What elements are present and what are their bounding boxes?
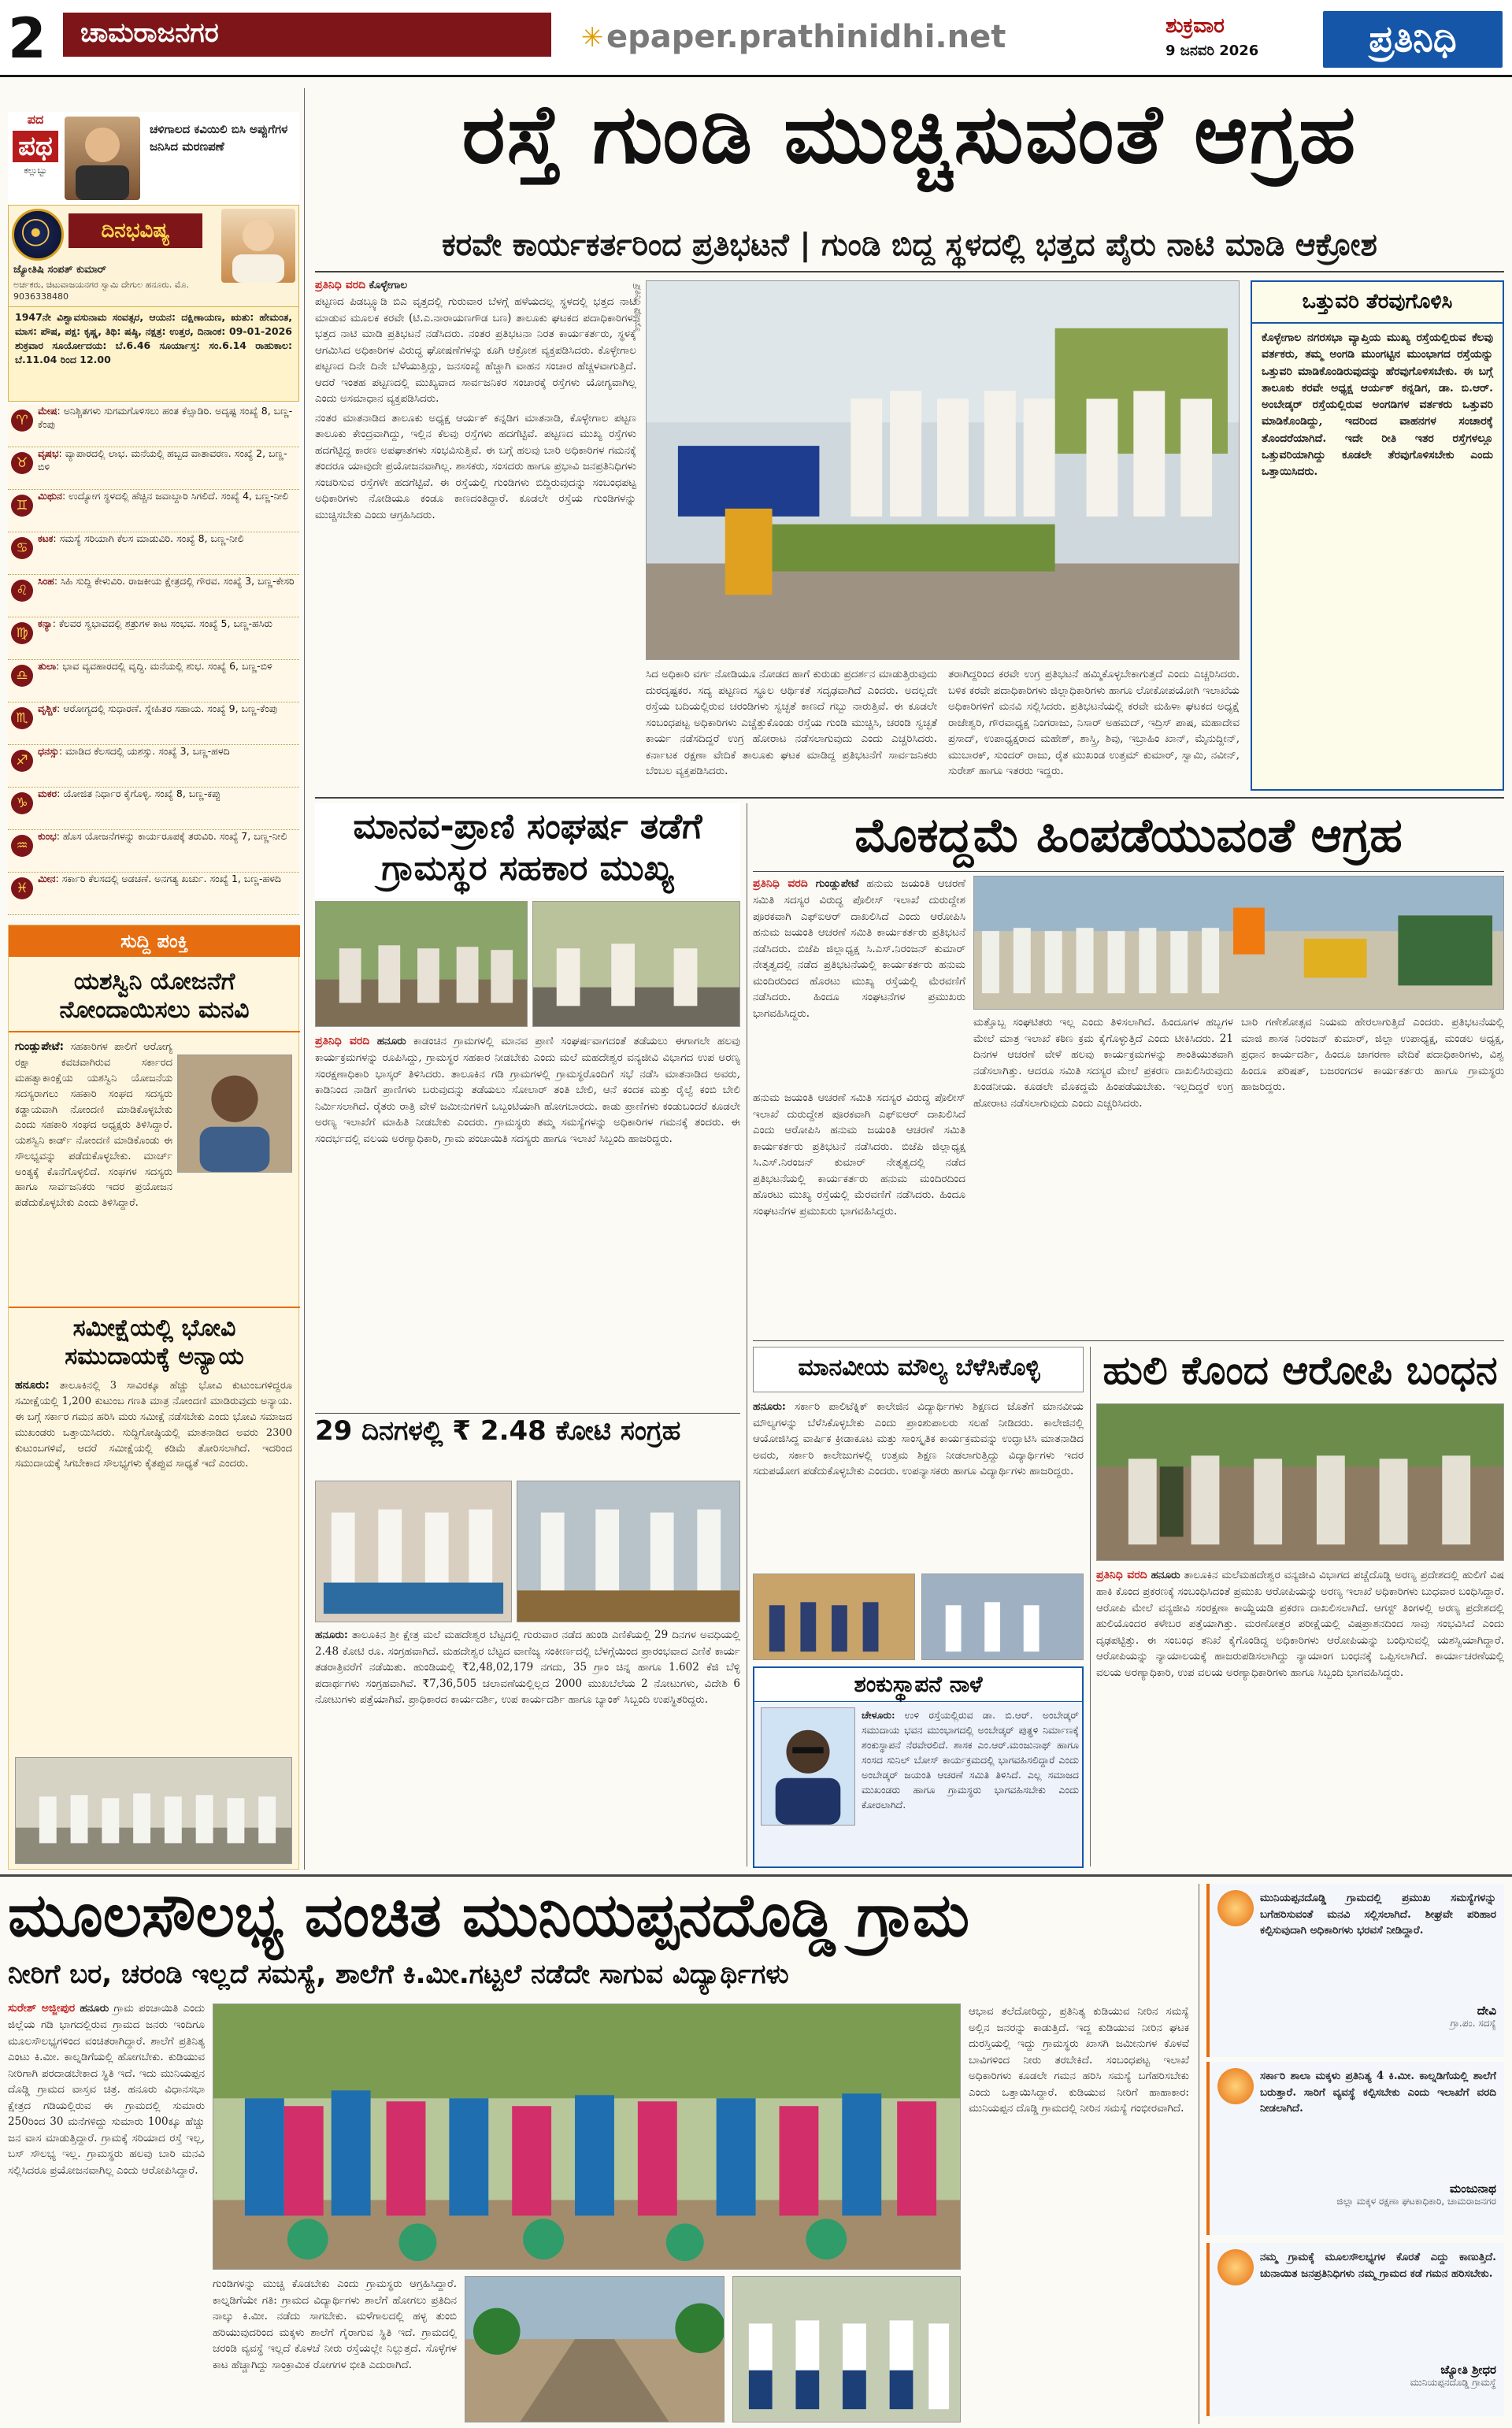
rashi-text: ಆರೋಗ್ಯದಲ್ಲಿ ಸುಧಾರಣೆ. ಸ್ನೇಹಿತರ ಸಹಾಯ. ಸಂಖ್ಯೆ 9, ಬಣ್ಣ-ಕೆಂಪು <box>63 702 277 714</box>
rashi-name: ಮೇಷ <box>38 405 57 417</box>
bottom-col-2: ಗುಂಡಿಗಳನ್ನು ಮುಚ್ಚಿ ಕೊಡಬೇಕು ಎಂದು ಗ್ರಾಮಸ್ಥರು ಆಗ್ರಹಿಸಿದ್ದಾರೆ. ಕಾಲ್ನಡಿಗೆಯೇ ಗತಿ: ಗ್ರಾಮದ ವಿದ್ಯಾರ್ಥಿಗಳು ಶಾಲೆಗೆ ಹೋಗಲು ಪ್ರತಿದಿನ ನಾಲ್ಕು ಕಿ.ಮೀ. ನಡೆದು ಸಾಗಬೇಕು. ಮಳೆಗಾಲದಲ್ಲಿ ಹಳ್ಳ ತುಂಬಿ ಹರಿಯುವುದರಿಂದ ಮಕ್ಕಳು ಶಾಲೆಗೆ ಗೈರಾಗುವ ಸ್ಥಿತಿ ಇದೆ. ಗ್ರಾಮದಲ್ಲಿ ಚರಂಡಿ ವ್ಯವಸ್ಥೆ ಇಲ್ಲದೆ ಕೊಳಚೆ ನೀರು ರಸ್ತೆಯಲ್ಲೇ ನಿಲ್ಲುತ್ತದೆ. ಸೊಳ್ಳೆಗಳ ಕಾಟ ಹೆಚ್ಚಾಗಿದ್ದು ಸಾಂಕ್ರಾಮಿಕ ರೋಗಗಳ ಭೀತಿ ಎದುರಾಗಿದೆ. <box>213 2278 457 2371</box>
zodiac-sign-icon: ♈ <box>11 410 33 432</box>
rashi-name: ಮಕರ <box>38 788 57 799</box>
collection-dateline: ಹನೂರು: <box>315 1629 348 1641</box>
rashi-name: ಕಟಕ <box>38 532 54 544</box>
tiger-dateline: ಹನೂರು <box>1151 1569 1180 1581</box>
quote-role: ಗ್ರಾ.ಪಂ. ಸದಸ್ಯೆ <box>1450 2018 1496 2029</box>
rashi-text: ಹೊಸ ಯೋಜನೆಗಳನ್ನು ಕಾರ್ಯರೂಪಕ್ಕೆ ತರುವಿರಿ. ಸಂಖ್ಯೆ 7, ಬಣ್ಣ-ನೀಲಿ <box>62 830 287 842</box>
zodiac-sign-icon: ♏ <box>11 707 33 729</box>
rashi-text: ಯೋಜಿತ ನಿರ್ಧಾರ ಕೈಗೊಳ್ಳಿ. ಸಂಖ್ಯೆ 8, ಬಣ್ಣ-ಕಪ್ಪು <box>63 788 221 799</box>
conflict-dateline: ಹನೂರು <box>376 1035 406 1047</box>
rashi-text: ಉದ್ಯೋಗ ಸ್ಥಳದಲ್ಲಿ ಹೆಚ್ಚಿನ ಜವಾಬ್ದಾರಿ ಸಿಗಲಿದೆ. ಸಂಖ್ಯೆ 4, ಬಣ್ಣ-ನೀಲಿ <box>69 490 289 502</box>
conflict-photo-1 <box>315 901 528 1027</box>
values-headline[interactable]: ಮಾನವೀಯ ಮೌಲ್ಯ ಬೆಳೆಸಿಕೊಳ್ಳಿ <box>798 1354 1040 1381</box>
rashi-text: ಮಾಡಿದ ಕೆಲಸದಲ್ಲಿ ಯಶಸ್ಸು. ಸಂಖ್ಯೆ 3, ಬಣ್ಣ-ಹಳದಿ <box>65 745 230 757</box>
conflict-photo-2 <box>532 901 740 1027</box>
case-headline[interactable]: ಮೊಕದ್ದಮೆ ಹಿಂಪಡೆಯುವಂತೆ ಆಗ್ರಹ <box>854 808 1403 863</box>
zodiac-sign-icon: ♉ <box>11 452 33 474</box>
rashi-row: ♒ ಕುಂಭ: ಹೊಸ ಯೋಜನೆಗಳನ್ನು ಕಾರ್ಯರೂಪಕ್ಕೆ ತರುವಿರಿ. ಸಂಖ್ಯೆ 7, ಬಣ್ಣ-ನೀಲಿ <box>8 830 299 873</box>
quote-role: ಜಿಲ್ಲಾ ಮಕ್ಕಳ ರಕ್ಷಣಾ ಘಟಕಾಧಿಕಾರಿ, ಚಾಮರಾಜನಗರ <box>1336 2196 1496 2207</box>
case-col-1-cont <box>753 1090 965 1336</box>
values-photo-2 <box>921 1574 1084 1660</box>
divider <box>0 1874 1512 1877</box>
lead-photo-protest <box>646 280 1240 660</box>
zodiac-sign-icon: ♎ <box>11 665 33 687</box>
bottom-photo-students <box>732 2276 961 2422</box>
rashi-row: ♌ ಸಿಂಹ: ಸಿಹಿ ಸುದ್ದಿ ಕೇಳುವಿರಿ. ರಾಜಕೀಯ ಕ್ಷೇತ್ರದಲ್ಲಿ ಗೌರವ. ಸಂಖ್ಯೆ 3, ಬಣ್ಣ-ಕೇಸರಿ <box>8 575 299 617</box>
values-photo-1 <box>753 1574 915 1660</box>
values-dateline: ಹನೂರು: <box>753 1400 786 1413</box>
conflict-byline: ಪ್ರತಿನಿಧಿ ವರದಿ <box>315 1035 370 1047</box>
shankustapane-dateline: ಚೇಳೂರು: <box>862 1709 895 1721</box>
rashi-text: ಸರ್ಕಾರಿ ಕೆಲಸದಲ್ಲಿ ಅಡಚಣೆ. ಅನಗತ್ಯ ಖರ್ಚು. ಸಂಖ್ಯೆ 1, ಬಣ್ಣ-ಹಳದಿ <box>61 873 281 884</box>
lead-col-3: ಸಿದ ಅಧಿಕಾರಿ ವರ್ಗ ನೋಡಿಯೂ ನೋಡದ ಹಾಗೆ ಕುರುಡು ಪ್ರದರ್ಶನ ಮಾಡುತ್ತಿರುವುದು ದುರದೃಷ್ಟಕರ. ಸದ್ಯ ಪಟ್ಟಣದ ಸ್ಥೂಲ ಆರ್ಥಿಕತೆ ಸದೃಢವಾಗಿದೆ ಎಂದರು. ಅದಲ್ಲದೇ ರಸ್ತೆಯ ಬದಿಯಲ್ಲಿರುವ ಚರಂಡಿಗಳು ಸ್ವಚ್ಛತೆ ಕಾಣದೆ ಗಬ್ಬು ನಾರುತ್ತಿವೆ. ಈ ಕೂಡಲೇ ಸಂಬಂಧಪಟ್ಟ ಅಧಿಕಾರಿಗಳು ಎಚ್ಚೆತ್ತುಕೊಂಡು ರಸ್ತೆಯ ಗುಂಡಿ ಮುಚ್ಚಿಸಿ, ಚರಂಡಿ ಸ್ವಚ್ಛತೆ ಕಾರ್ಯ ನಡೆಸದಿದ್ದರೆ ಉಗ್ರ ಹೋರಾಟ ನಡೆಸಲಾಗುವುದು ಎಂದು ಎಚ್ಚರಿಸಿದರು. ಕರ್ನಾಟಕ ರಕ್ಷಣಾ ವೇದಿಕೆ ತಾಲೂಕು ಘಟಕ ಮಾಡಿದ್ದ ಪ್ರತಿಭಟನೆಗೆ ಸಾರ್ವಜನಿಕರು ಬೆಂಬಲ ವ್ಯಕ್ತಪಡಿಸಿದರು. <box>646 668 937 778</box>
patha-label: ಪಥ <box>13 131 58 162</box>
quote-box <box>1206 2062 1504 2235</box>
divider <box>753 871 1504 872</box>
tiger-photo <box>1096 1403 1504 1561</box>
lead-col-1 <box>315 277 636 791</box>
story-yashaswini-body <box>15 1039 172 1302</box>
rashi-row: ♊ ಮಿಥುನ: ಉದ್ಯೋಗ ಸ್ಥಳದಲ್ಲಿ ಹೆಚ್ಚಿನ ಜವಾಬ್ದಾರಿ ಸಿಗಲಿದೆ. ಸಂಖ್ಯೆ 4, ಬಣ್ಣ-ನೀಲಿ <box>8 490 299 532</box>
newspaper-logo[interactable]: ಪ್ರತಿನಿಧಿ <box>1323 11 1503 68</box>
quote-avatar <box>1217 2068 1254 2104</box>
shankustapane-title[interactable]: ಶಂಕುಸ್ಥಾಪನೆ ನಾಳೆ <box>754 1668 1082 1702</box>
encroachment-title[interactable]: ಒತ್ತುವರಿ ತೆರವುಗೊಳಿಸಿ <box>1252 282 1503 324</box>
group-photo <box>15 1757 292 1864</box>
epaper-site-link[interactable]: epaper.prathinidhi.net <box>606 19 1006 55</box>
pada-quote: ಚಳಿಗಾಲದ ಕವಿಯಿಲಿ ಬಿಸಿ ಅಪ್ಪುಗೆಗಳ ಜನಿಸಿದ ಮರಣಪಣೆ <box>150 122 288 154</box>
suddi-pankti-box <box>8 925 299 1870</box>
lead-headline[interactable]: ರಸ್ತೆ ಗುಂಡಿ ಮುಚ್ಚಿಸುವಂತೆ ಆಗ್ರಹ <box>461 86 1358 182</box>
rashi-name: ವೃಶ್ಚಿಕ <box>38 702 57 714</box>
quote-avatar <box>1217 2249 1254 2285</box>
section-title: ಚಾಮರಾಜನಗರ <box>63 13 551 57</box>
person-photo <box>177 1055 292 1173</box>
pada-patha-box <box>8 112 299 205</box>
story-bhovi-text: ತಾಲೂಕಿನಲ್ಲಿ 3 ಸಾವಿರಕ್ಕೂ ಹೆಚ್ಚು ಭೋವಿ ಕುಟುಂಬಗಳಿದ್ದರೂ ಸಮೀಕ್ಷೆಯಲ್ಲಿ 1,200 ಕುಟುಂಬ ಗಣತಿ ಮಾತ್ರ ನೋಂದಣಿ ಮಾಡಿರುವುದು ಅನ್ಯಾಯ. ಈ ಬಗ್ಗೆ ಸರ್ಕಾರ ಗಮನ ಹರಿಸಿ ಮರು ಸಮೀಕ್ಷೆ ನಡೆಸಬೇಕು ಎಂದು ಭೋವಿ ಸಮಾಜದ ಮುಖಂಡರು ಒತ್ತಾಯಿಸಿದರು. ಸುದ್ದಿಗೋಷ್ಠಿಯಲ್ಲಿ ಮಾತನಾಡಿದ ಅವರು 2300 ಕುಟುಂಬಗಳಿವೆ, ಆದರೆ ಸಮೀಕ್ಷೆಯಲ್ಲಿ ಕಡಿಮೆ ತೋರಿಸಲಾಗಿದೆ. ಇದರಿಂದ ಸಮುದಾಯಕ್ಕೆ ಸಿಗಬೇಕಾದ ಸೌಲಭ್ಯಗಳು ಕೈತಪ್ಪುವ ಸಾಧ್ಯತೆ ಇದೆ ಎಂದರು. <box>15 1380 292 1470</box>
case-photo-rally <box>973 876 1504 1010</box>
quote-box <box>1206 1884 1504 2057</box>
lead-subhead: ಕರವೇ ಕಾರ್ಯಕರ್ತರಿಂದ ಪ್ರತಿಭಟನೆ | ಗುಂಡಿ ಬಿದ್ದ ಸ್ಥಳದಲ್ಲಿ ಭತ್ತದ ಪೈರು ನಾಟಿ ಮಾಡಿ ಆಕ್ರೋಶ <box>442 228 1377 263</box>
quote-author: ಜ್ಯೋತಿ ಶ್ರೀಧರ <box>1440 2363 1496 2377</box>
conflict-text: ಕಾಡಂಚಿನ ಗ್ರಾಮಗಳಲ್ಲಿ ಮಾನವ ಪ್ರಾಣಿ ಸಂಘರ್ಷವಾಗದಂತೆ ತಡೆಯಲು ಈಗಾಗಲೇ ಹಲವು ಕಾರ್ಯಕ್ರಮಗಳನ್ನು ರೂಪಿಸಿದ್ದು, ಗ್ರಾಮಸ್ಥರ ಸಹಕಾರ ನೀಡಬೇಕು ಎಂದು ಮಲೆ ಮಹದೇಶ್ವರ ವನ್ಯಜೀವಿ ವಿಭಾಗದ ಉಪ ಅರಣ್ಯ ಸಂರಕ್ಷಣಾಧಿಕಾರಿ ಭಾಸ್ಕರ್ ತಿಳಿಸಿದರು. ತಾಲೂಕಿನ ಗಡಿ ಗ್ರಾಮಗಳಲ್ಲಿ ಗ್ರಾಮಸ್ಥರೊಂದಿಗೆ ಸಭೆ ನಡೆಸಿ ಮಾತನಾಡಿದ ಅವರು, ಕಾಡಿನಿಂದ ನಾಡಿಗೆ ಪ್ರಾಣಿಗಳು ಬರುವುದನ್ನು ತಡೆಯಲು ಸೋಲಾರ್ ತಂತಿ ಬೇಲಿ, ಆನೆ ಕಂದಕ ಮತ್ತು ರೈಲ್ವೆ ಕಂಬಿ ಬೇಲಿ ನಿರ್ಮಿಸಲಾಗಿದೆ. ರೈತರು ರಾತ್ರಿ ವೇಳೆ ಜಮೀನುಗಳಿಗೆ ಒಬ್ಬಂಟಿಯಾಗಿ ಹೋಗಬಾರದು. ಕಾಡು ಪ್ರಾಣಿಗಳು ಕಂಡುಬಂದರೆ ಕೂಡಲೇ ಅರಣ್ಯ ಇಲಾಖೆಗೆ ಮಾಹಿತಿ ನೀಡಬೇಕು ಎಂದರು. ಗ್ರಾಮಸ್ಥರು ತಮ್ಮ ಸಮಸ್ಯೆಗಳನ್ನು ಅಧಿಕಾರಿಗಳ ಗಮನಕ್ಕೆ ತಂದರು. ಈ ಸಂದರ್ಭದಲ್ಲಿ ವಲಯ ಅರಣ್ಯಾಧಿಕಾರಿ, ಗ್ರಾಮ ಪಂಚಾಯಿತಿ ಸದಸ್ಯರು ಹಾಗೂ ಇಲಾಖೆ ಸಿಬ್ಬಂದಿ ಹಾಜರಿದ್ದರು. <box>315 1035 740 1145</box>
conflict-headline[interactable]: ಮಾನವ-ಪ್ರಾಣಿ ಸಂಘರ್ಷ ತಡೆಗೆ ಗ್ರಾಮಸ್ಥರ ಸಹಕಾರ ಮುಖ್ಯ <box>353 806 702 888</box>
bottom-headline[interactable]: ಮೂಲಸೌಲಭ್ಯ ವಂಚಿತ ಮುನಿಯಪ್ಪನದೊಡ್ಡಿ ಗ್ರಾಮ <box>8 1880 970 1950</box>
values-text: ಸರ್ಕಾರಿ ಪಾಲಿಟೆಕ್ನಿಕ್ ಕಾಲೇಜಿನ ವಿದ್ಯಾರ್ಥಿಗಳು ಶಿಕ್ಷಣದ ಜೊತೆಗೆ ಮಾನವೀಯ ಮೌಲ್ಯಗಳನ್ನು ಬೆಳೆಸಿಕೊಳ್ಳಬೇಕು ಎಂದು ಪ್ರಾಂಶುಪಾಲರು ಸಲಹೆ ನೀಡಿದರು. ಕಾಲೇಜಿನಲ್ಲಿ ಆಯೋಜಿಸಿದ್ದ ವಾರ್ಷಿಕ ಕ್ರೀಡಾಕೂಟ ಮತ್ತು ಸಾಂಸ್ಕೃತಿಕ ಕಾರ್ಯಕ್ರಮವನ್ನು ಉದ್ಘಾಟಿಸಿ ಮಾತನಾಡಿದ ಅವರು, ಸರ್ಕಾರಿ ಕಾಲೇಜುಗಳಲ್ಲಿ ಉತ್ತಮ ಶಿಕ್ಷಣ ನೀಡಲಾಗುತ್ತಿದ್ದು ವಿದ್ಯಾರ್ಥಿಗಳು ಇದರ ಸದುಪಯೋಗ ಪಡೆದುಕೊಳ್ಳಬೇಕು ಎಂದರು. ಉಪನ್ಯಾಸಕರು ಹಾಗೂ ವಿದ್ಯಾರ್ಥಿಗಳು ಹಾಜರಿದ್ದರು. <box>753 1400 1084 1478</box>
divider <box>315 797 1504 799</box>
lead-col1-text: ಪಟ್ಟಣದ ಪಿಡಬ್ಲ್ಯೂಡಿ ಬಿಎ ವೃತ್ತದಲ್ಲಿ ಗುರುವಾರ ಬೆಳಗ್ಗೆ ಹಳೆಯದಲ್ಲ ಸ್ಥಳದಲ್ಲಿ ಭತ್ತದ ನಾಟಿ ಮಾಡುವ ಮೂಲಕ ಕರವೇ (ಟಿ.ಎ.ನಾರಾಯಣಗೌಡ ಬಣ) ತಾಲೂಕು ಘಟಕದ ಪದಾಧಿಕಾರಿಗಳು ಭತ್ತದ ನಾಟಿ ಮಾಡಿ ಪ್ರತಿಭಟನೆ ನಡೆಸಿದರು. ನಂತರ ಪ್ರತಿಭಟನಾ ನಿರತ ಕಾರ್ಯಕರ್ತರು, ಸ್ಥಳಕ್ಕೆ ಆಗಮಿಸಿದ ಅಧಿಕಾರಿಗಳ ವಿರುದ್ಧ ಘೋಷಣೆಗಳನ್ನು ಕೂಗಿ ಆಕ್ರೋಶ ವ್ಯಕ್ತಪಡಿಸಿದರು. ಕೊಳ್ಳೇಗಾಲ ಪಟ್ಟಣದ ದಿನೇ ದಿನೇ ಬೆಳೆಯುತ್ತಿದ್ದು, ಜನಸಂಖ್ಯೆ ಹೆಚ್ಚಾಗಿ ವಾಹನ ಸಂಚಾರ ಹೆಚ್ಚಳವಾಗುತ್ತಿದೆ. ಆದರೆ ಇಂತಹ ಪಟ್ಟಣದಲ್ಲಿ ಮುಖ್ಯವಾದ ಸಾರ್ವಜನಿಕರ ಸಂಚಾರಕ್ಕೆ ರಸ್ತೆಗಳು ಯೋಗ್ಯವಾಗಿಲ್ಲ ಎಂದು ಅಸಮಾಧಾನ ವ್ಯಕ್ತಪಡಿಸಿದರು. <box>315 295 636 406</box>
zodiac-sign-icon: ♑ <box>11 792 33 814</box>
case-dateline: ಗುಂಡ್ಲುಪೇಟೆ <box>815 877 859 890</box>
bottom-subhead: ನೀರಿಗೆ ಬರ, ಚರಂಡಿ ಇಲ್ಲದೆ ಸಮಸ್ಯೆ, ಶಾಲೆಗೆ ಕಿ.ಮೀ.ಗಟ್ಟಲೆ ನಡೆದೇ ಸಾಗುವ ವಿದ್ಯಾರ್ಥಿಗಳು <box>8 1959 789 1990</box>
pada-author: ಕಲ್ಲುಬ್ಬು <box>24 165 47 176</box>
divider <box>315 271 1504 272</box>
values-body <box>753 1399 1084 1569</box>
divider <box>9 1031 300 1032</box>
case-col-3: ಬಾರಿ ಗಣೇಶೋತ್ಸವ ನಿಯಮ ಹೇರಲಾಗುತ್ತಿದೆ ಎಂದರು. ಪ್ರತಿಭಟನೆಯಲ್ಲಿ ಮಾಜಿ ಶಾಸಕ ನಿರಂಜನ್ ಕುಮಾರ್, ಜಿಲ್ಲಾ ಉಪಾಧ್ಯಕ್ಷ, ಮಂಡಲ ಅಧ್ಯಕ್ಷ, ಪ್ರಧಾನ ಕಾರ್ಯದರ್ಶಿ, ಹಿಂದೂ ಜಾಗರಣಾ ವೇದಿಕೆ ಪದಾಧಿಕಾರಿಗಳು, ವಿಶ್ವ ಹಿಂದೂ ಪರಿಷತ್, ಬಜರಂಗದಳ ಕಾರ್ಯಕರ್ತರು ಹಾಗೂ ಗ್ರಾಮಸ್ಥರು ಹಾಜರಿದ್ದರು. <box>1241 1016 1504 1094</box>
case-byline: ಪ್ರತಿನಿಧಿ ವರದಿ <box>753 877 808 890</box>
quote-text: ಸರ್ಕಾರಿ ಶಾಲಾ ಮಕ್ಕಳು ಪ್ರತಿನಿತ್ಯ 4 ಕಿ.ಮೀ. ಕಾಲ್ನಡಿಗೆಯಲ್ಲಿ ಶಾಲೆಗೆ ಬರುತ್ತಾರೆ. ಸಾರಿಗೆ ವ್ಯವಸ್ಥೆ ಕಲ್ಪಿಸಬೇಕು ಎಂದು ಇಲಾಖೆಗೆ ವರದಿ ನೀಡಲಾಗಿದೆ. <box>1260 2070 1496 2115</box>
tiger-byline: ಪ್ರತಿನಿಧಿ ವರದಿ <box>1096 1569 1147 1581</box>
divider <box>9 1307 300 1308</box>
rashi-row: ♍ ಕನ್ಯಾ: ಕೆಲವರ ಸ್ವಭಾವದಲ್ಲಿ ಶತ್ರುಗಳ ಕಾಟ ಸಂಭವ. ಸಂಖ್ಯೆ 5, ಬಣ್ಣ-ಹಸಿರು <box>8 617 299 660</box>
encroachment-body: ಕೊಳ್ಳೇಗಾಲ ನಗರಸಭಾ ವ್ಯಾಪ್ತಿಯ ಮುಖ್ಯ ರಸ್ತೆಯಲ್ಲಿರುವ ಕೆಲವು ವರ್ತಕರು, ತಮ್ಮ ಅಂಗಡಿ ಮುಂಗಟ್ಟಿನ ಮುಂಭಾಗದ ರಸ್ತೆಯನ್ನು ಒತ್ತುವರಿ ಮಾಡಿಕೊಂಡಿರುವುದನ್ನು ಹೆರವುಗೊಳಿಸಬೇಕು. ಈ ಬಗ್ಗೆ ತಾಲೂಕು ಕರವೇ ಅಧ್ಯಕ್ಷ ಆರ್ಯಕ್ ಕನ್ನಡಿಗ, ಡಾ. ಬಿ.ಆರ್. ಅಂಬೇಡ್ಕರ್ ರಸ್ತೆಯಲ್ಲಿರುವ ಅಂಗಡಿಗಳ ವರ್ತಕರು ಒತ್ತುವರಿ ಮಾಡಿಕೊಂಡಿದ್ದು, ಇದರಿಂದ ವಾಹನಗಳ ಸಂಚಾರಕ್ಕೆ ತೊಂದರೆಯಾಗಿದೆ. ಇದೇ ರೀತಿ ಇತರ ರಸ್ತೆಗಳಲ್ಲೂ ಒತ್ತುವರಿಯಾಗಿದ್ದು ಕೂಡಲೇ ತೆರವುಗೊಳಿಸಬೇಕು ಎಂದು ಒತ್ತಾಯಿಸಿದರು. <box>1262 332 1493 479</box>
story-bhovi-dateline: ಹನೂರು: <box>15 1379 50 1392</box>
rashi-row: ♏ ವೃಶ್ಚಿಕ: ಆರೋಗ್ಯದಲ್ಲಿ ಸುಧಾರಣೆ. ಸ್ನೇಹಿತರ ಸಹಾಯ. ಸಂಖ್ಯೆ 9, ಬಣ್ಣ-ಕೆಂಪು <box>8 702 299 745</box>
bottom-dateline: ಹನೂರು <box>80 2002 109 2015</box>
rashi-text: ಸಮಸ್ಯೆ ಸರಿಯಾಗಿ ಕೆಲಸ ಮಾಡುವಿರಿ. ಸಂಖ್ಯೆ 8, ಬಣ್ಣ-ನೀಲಿ <box>59 532 244 544</box>
quote-author: ದೇವಿ <box>1477 2004 1496 2018</box>
left-column <box>8 88 299 1870</box>
photo-credit: ಪ್ರತಿನಿಧಿ ಫೋಟೊ <box>633 284 643 332</box>
bottom-col-1 <box>8 2000 205 2422</box>
quote-box <box>1206 2243 1504 2416</box>
ambedkar-portrait <box>761 1707 855 1826</box>
rashi-row: ♈ ಮೇಷ: ಅನಿಶ್ಚಿತಗಳು ಸುಗಮಗೊಳಿಸಲು ಹಂತ ಕೆಲ್ಸಾಡಿರಿ. ಅದೃಷ್ಟ ಸಂಖ್ಯೆ 8, ಬಣ್ಣ-ಕೆಂಪು <box>8 405 299 447</box>
collection-photo-2 <box>517 1481 740 1622</box>
collection-headline[interactable]: 29 ದಿನಗಳಲ್ಲಿ ₹ 2.48 ಕೋಟಿ ಸಂಗ್ರಹ <box>315 1415 681 1447</box>
zodiac-sign-icon: ♌ <box>11 580 33 602</box>
zodiac-sign-icon: ♊ <box>11 495 33 517</box>
bottom-col1-text: ಗ್ರಾಮ ಪಂಚಾಯಿತಿ ಎಂದು ಜಿಲ್ಲೆಯ ಗಡಿ ಭಾಗದಲ್ಲಿರುವ ಗ್ರಾಮದ ಜನರು ಇಂದಿಗೂ ಮೂಲಸೌಲಭ್ಯಗಳಿಂದ ವಂಚಿತರಾಗಿದ್ದಾರೆ. ಶಾಲೆಗೆ ಪ್ರತಿನಿತ್ಯ ಎಂಟು ಕಿ.ಮೀ. ಕಾಲ್ನಡಿಗೆಯಲ್ಲಿ ಹೋಗಬೇಕು. ಕುಡಿಯುವ ನೀರಿಗಾಗಿ ಪರದಾಡಬೇಕಾದ ಸ್ಥಿತಿ ಇದೆ. ಇದು ಮುನಿಯಪ್ಪನ ದೊಡ್ಡಿ ಗ್ರಾಮದ ವಾಸ್ತವ ಚಿತ್ರ. ಹನೂರು ವಿಧಾನಸಭಾ ಕ್ಷೇತ್ರದ ಗಡಿಯಲ್ಲಿರುವ ಈ ಗ್ರಾಮದಲ್ಲಿ ಸುಮಾರು 250ರಿಂದ 30 ಮನೆಗಳಿದ್ದು ಸುಮಾರು 100ಕ್ಕೂ ಹೆಚ್ಚು ಜನ ವಾಸ ಮಾಡುತ್ತಿದ್ದಾರೆ. ಗ್ರಾಮಕ್ಕೆ ಸರಿಯಾದ ರಸ್ತೆ ಇಲ್ಲ, ಬಸ್ ಸೌಲಭ್ಯ ಇಲ್ಲ. ಗ್ರಾಮಸ್ಥರು ಹಲವು ಬಾರಿ ಮನವಿ ಸಲ್ಲಿಸಿದರೂ ಪ್ರಯೋಜನವಾಗಿಲ್ಲ ಎಂದು ಆರೋಪಿಸಿದ್ದಾರೆ. <box>8 2002 205 2177</box>
shankustapane-body <box>862 1707 1079 1865</box>
bottom-photo-villagers <box>213 2004 961 2270</box>
page-number: 2 <box>8 6 46 71</box>
rashi-text: ಸಿಹಿ ಸುದ್ದಿ ಕೇಳುವಿರಿ. ರಾಜಕೀಯ ಕ್ಷೇತ್ರದಲ್ಲಿ ಗೌರವ. ಸಂಖ್ಯೆ 3, ಬಣ್ಣ-ಕೇಸರಿ <box>61 575 295 587</box>
sparkle-icon: ✳ <box>581 22 604 54</box>
zodiac-sign-icon: ♓ <box>11 877 33 899</box>
zodiac-sign-icon: ♐ <box>11 750 33 772</box>
quote-text: ನಮ್ಮ ಗ್ರಾಮಕ್ಕೆ ಮೂಲಸೌಲಭ್ಯಗಳ ಕೊರತೆ ಎದ್ದು ಕಾಣುತ್ತಿದೆ. ಚುನಾಯಿತ ಜನಪ್ರತಿನಿಧಿಗಳು ನಮ್ಮ ಗ್ರಾಮದ ಕಡೆ ಗಮನ ಹರಿಸಬೇಕು. <box>1260 2251 1496 2280</box>
rashi-name: ಸಿಂಹ <box>38 575 54 587</box>
column-rule <box>1090 1347 1091 1866</box>
shankustapane-text: ಉಳಿ ರಸ್ತೆಯಲ್ಲಿರುವ ಡಾ. ಬಿ.ಆರ್. ಅಂಬೇಡ್ಕರ್ ಸಮುದಾಯ ಭವನ ಮುಂಭಾಗದಲ್ಲಿ ಅಂಬೇಡ್ಕರ್ ಪುತ್ಥಳಿ ನಿರ್ಮಾಣಕ್ಕೆ ಶಂಕುಸ್ಥಾಪನೆ ನೆರವೇರಲಿದೆ. ಶಾಸಕ ಎಂ.ಆರ್.ಮಂಜುನಾಥ್ ಹಾಗೂ ಸಂಸದ ಸುನಿಲ್ ಬೋಸ್ ಕಾರ್ಯಕ್ರಮದಲ್ಲಿ ಭಾಗವಹಿಸಲಿದ್ದಾರೆ ಎಂದು ಅಂಬೇಡ್ಕರ್ ಜಯಂತಿ ಆಚರಣೆ ಸಮಿತಿ ತಿಳಿಸಿದೆ. ಎಲ್ಲ ಸಮಾಜದ ಮುಖಂಡರು ಹಾಗೂ ಗ್ರಾಮಸ್ಥರು ಭಾಗವಹಿಸಬೇಕು ಎಂದು ಕೋರಲಾಗಿದೆ. <box>862 1709 1079 1811</box>
rashi-text: ಕೆಲವರ ಸ್ವಭಾವದಲ್ಲಿ ಶತ್ರುಗಳ ಕಾಟ ಸಂಭವ. ಸಂಖ್ಯೆ 5, ಬಣ್ಣ-ಹಸಿರು <box>58 617 272 629</box>
rashi-name: ತುಲಾ <box>38 660 57 672</box>
rashi-row: ♑ ಮಕರ: ಯೋಜಿತ ನಿರ್ಧಾರ ಕೈಗೊಳ್ಳಿ. ಸಂಖ್ಯೆ 8, ಬಣ್ಣ-ಕಪ್ಪು <box>8 788 299 830</box>
dina-bhavishya-box <box>8 205 299 402</box>
rashi-name: ಕನ್ಯಾ <box>38 617 53 629</box>
story-yashaswini-headline[interactable]: ಯಶಸ್ವಿನಿ ಯೋಜನೆಗೆ ನೋಂದಾಯಿಸಲು ಮನವಿ <box>59 968 250 1024</box>
rashi-name: ಧನಸ್ಸು <box>38 745 59 757</box>
conflict-body <box>315 1033 740 1408</box>
collection-text: ತಾಲೂಕಿನ ಶ್ರೀ ಕ್ಷೇತ್ರ ಮಲೆ ಮಹದೇಶ್ವರ ಬೆಟ್ಟದಲ್ಲಿ ಗುರುವಾರ ನಡೆದ ಹುಂಡಿ ಎಣಿಕೆಯಲ್ಲಿ 29 ದಿನಗಳ ಅವಧಿಯಲ್ಲಿ 2.48 ಕೋಟಿ ರೂ. ಸಂಗ್ರಹವಾಗಿದೆ. ಮಹದೇಶ್ವರ ಬೆಟ್ಟದ ವಾಣಿಜ್ಯ ಸಂಕೀರ್ಣದಲ್ಲಿ ಬೆಳಗ್ಗೆಯಿಂದ ಪ್ರಾರಂಭವಾದ ಎಣಿಕೆ ಕಾರ್ಯ ತಡರಾತ್ರಿವರೆಗೆ ನಡೆಯಿತು. ಹುಂಡಿಯಲ್ಲಿ ₹2,48,02,179 ನಗದು, 35 ಗ್ರಾಂ ಚಿನ್ನ ಹಾಗೂ 1.602 ಕೆಜಿ ಬೆಳ್ಳಿ ಪದಾರ್ಥಗಳು ಸಂಗ್ರಹವಾಗಿವೆ. ₹7,36,505 ಚಲಾವಣೆಯಲ್ಲಿಲ್ಲದ 2000 ಮುಖಬೆಲೆಯ 2 ನೋಟುಗಳು, ವಿದೇಶಿ 6 ನೋಟುಗಳು ಪತ್ತೆಯಾಗಿವೆ. ಪ್ರಾಧಿಕಾರದ ಕಾರ್ಯದರ್ಶಿ, ಉಪ ಕಾರ್ಯದರ್ಶಿ ಹಾಗೂ ಬ್ಯಾಂಕ್ ಸಿಬ್ಬಂದಿ ಉಪಸ್ಥಿತರಿದ್ದರು. <box>315 1629 740 1707</box>
encroachment-box <box>1251 280 1504 791</box>
collection-body <box>315 1627 740 1868</box>
conflict-headline-box <box>315 803 740 898</box>
quote-author: ಮಂಜುನಾಥ <box>1449 2181 1496 2196</box>
rashi-name: ವೃಷಭ <box>38 447 59 459</box>
case-col1b-text: ಹನುಮ ಜಯಂತಿ ಆಚರಣೆ ಸಮಿತಿ ಸದಸ್ಯರ ವಿರುದ್ಧ ಪೊಲೀಸ್ ಇಲಾಖೆ ದುರುದ್ದೇಶ ಪೂರಕವಾಗಿ ಎಫ್ಐಆರ್ ದಾಖಲಿಸಿದೆ ಎಂದು ಆರೋಪಿಸಿ ಹನುಮ ಜಯಂತಿ ಆಚರಣೆ ಸಮಿತಿ ಕಾರ್ಯಕರ್ತರು ಪ್ರತಿಭಟನೆ ನಡೆಸಿದರು. ಬಿಜೆಪಿ ಜಿಲ್ಲಾಧ್ಯಕ್ಷ ಸಿ.ಎಸ್.ನಿರಂಜನ್ ಕುಮಾರ್ ನೇತೃತ್ವದಲ್ಲಿ ನಡೆದ ಪ್ರತಿಭಟನೆಯಲ್ಲಿ ಕಾರ್ಯಕರ್ತರು ಹನುಮ ಮಂದಿರದಿಂದ ಹೊರಟು ಮುಖ್ಯ ರಸ್ತೆಯಲ್ಲಿ ಮೆರವಣಿಗೆ ನಡೆಸಿದರು. ಹಿಂದೂ ಸಂಘಟನೆಗಳ ಪ್ರಮುಖರು ಭಾಗವಹಿಸಿದ್ದರು. <box>753 1092 965 1218</box>
story-bhovi-body <box>15 1377 292 1752</box>
rashi-name: ಮಿಥುನ <box>38 490 62 502</box>
author-photo <box>65 117 140 200</box>
case-col-1 <box>753 876 965 1085</box>
lead-col-4: ತರಾಗಿದ್ದರಿಂದ ಕರವೇ ಉಗ್ರ ಪ್ರತಿಭಟನೆ ಹಮ್ಮಿಕೊಳ್ಳಬೇಕಾಗುತ್ತದೆ ಎಂದು ಎಚ್ಚರಿಸಿದರು. ಬಳಿಕ ಕರವೇ ಪದಾಧಿಕಾರಿಗಳು ಜಿಲ್ಲಾಧಿಕಾರಿಗಳು ಹಾಗೂ ಲೋಕೋಪಯೋಗಿ ಇಲಾಖೆಯ ಅಧಿಕಾರಿಗಳಿಗೆ ಮನವಿ ಸಲ್ಲಿಸಿದರು. ಪ್ರತಿಭಟನೆಯಲ್ಲಿ ಕರವೇ ಮಹಿಳಾ ಘಟಕದ ಅಧ್ಯಕ್ಷೆ ರಾಜೇಶ್ವರಿ, ಗೌರವಾಧ್ಯಕ್ಷ ನಿಂಗರಾಜು, ನಿಸಾರ್ ಅಹಮದ್, ಇದ್ರಿಸ್ ಪಾಷ, ಮಹಾದೇವ ಪ್ರಸಾದ್, ಉಪಾಧ್ಯಕ್ಷರಾದ ಮಹೇಶ್, ಶಾಸ್ತ್ರಿ, ಶಿವು, ಇಬ್ರಾಹಿಂ ಖಾನ್, ಮೈನುದ್ದೀನ್, ಮುಬಾರಕ್, ಸುಂದರ್ ರಾಜು, ರೈತ ಮುಖಂಡ ಉತ್ತಮ್ ಕುಮಾರ್, ಸ್ವಾಮಿ, ನವೀನ್, ಸುರೇಶ್ ಹಾಗೂ ಇತರರು ಇದ್ದರು. <box>948 668 1240 778</box>
quote-role: ಮುನಿಯಪ್ಪನದೊಡ್ಡಿ ಗ್ರಾಮಸ್ಥೆ <box>1410 2377 1496 2388</box>
astrologer-name: ಜ್ಯೋತಿಷಿ ಸಂಪತ್ ಕುಮಾರ್ <box>13 264 106 276</box>
bottom-col-3: ಆಭಾವ ತಲೆದೋರಿದ್ದು, ಪ್ರತಿನಿತ್ಯ ಕುಡಿಯುವ ನೀರಿನ ಸಮಸ್ಯೆ ಅಲ್ಲಿನ ಜನರನ್ನು ಕಾಡುತ್ತಿದೆ. ಇದ್ದ ಕುಡಿಯುವ ನೀರಿನ ಘಟಕ ದುರಸ್ತಿಯಲ್ಲಿ ಇದ್ದು ಗ್ರಾಮಸ್ಥರು ಖಾಸಗಿ ಜಮೀನುಗಳ ಕೊಳವೆ ಬಾವಿಗಳಿಂದ ನೀರು ತರಬೇಕಿದೆ. ಸಂಬಂಧಪಟ್ಟ ಇಲಾಖೆ ಅಧಿಕಾರಿಗಳು ಕೂಡಲೇ ಗಮನ ಹರಿಸಿ ಸಮಸ್ಯೆ ಬಗೆಹರಿಸಬೇಕು ಎಂದು ಒತ್ತಾಯಿಸಿದ್ದಾರೆ. ಕುಡಿಯುವ ನೀರಿಗೆ ಹಾಹಾಕಾರ: ಮುನಿಯಪ್ಪನ ದೊಡ್ಡಿ ಗ್ರಾಮದಲ್ಲಿ ನೀರಿನ ಸಮಸ್ಯೆ ಗಂಭೀರವಾಗಿದೆ. <box>969 2005 1189 2115</box>
issue-date: 9 ಜನವರಿ 2026 <box>1166 43 1259 59</box>
rashi-text: ಅನಿಶ್ಚಿತಗಳು ಸುಗಮಗೊಳಿಸಲು ಹಂತ ಕೆಲ್ಸಾಡಿರಿ. ಅದೃಷ್ಟ ಸಂಖ್ಯೆ 8, ಬಣ್ಣ-ಕೆಂಪು <box>38 405 293 430</box>
rashi-row: ♋ ಕಟಕ: ಸಮಸ್ಯೆ ಸರಿಯಾಗಿ ಕೆಲಸ ಮಾಡುವಿರಿ. ಸಂಖ್ಯೆ 8, ಬಣ್ಣ-ನೀಲಿ <box>8 532 299 575</box>
suddi-header: ಸುದ್ದಿ ಪಂಕ್ತಿ <box>9 925 300 957</box>
zodiac-sign-icon: ♒ <box>11 835 33 857</box>
quote-avatar <box>1217 1890 1254 1926</box>
panchanga: 1947ನೇ ವಿಶ್ವಾವಸುನಾಮ ಸಂವತ್ಸರ, ಆಯನ: ದಕ್ಷಿಣಾಯಣ, ಋತು: ಹೇಮಂತ, ಮಾಸ: ಪೌಷ, ಪಕ್ಷ: ಕೃಷ್ಣ, ತಿಥಿ: ಷಷ್ಠಿ, ನಕ್ಷತ್ರ: ಉತ್ತರ, ದಿನಾಂಕ: 09-01-2026 ಶುಕ್ರವಾರ ಸೂರ್ಯೋದಯ: ಬೆ.6.46 ಸೂರ್ಯಾಸ್ತ: ಸಂ.6.14 ರಾಹುಕಾಲ: ಬೆ.11.04 ರಿಂದ 12.00 <box>9 306 298 401</box>
issue-day: ಶುಕ್ರವಾರ <box>1166 14 1225 38</box>
tiger-headline[interactable]: ಹುಲಿ ಕೊಂದ ಆರೋಪಿ ಬಂಧನ <box>1102 1347 1498 1393</box>
rashi-text: ಭಾವ ವ್ಯವಹಾರದಲ್ಲಿ ವೃದ್ಧಿ. ಮನೆಯಲ್ಲಿ ಶುಭ. ಸಂಖ್ಯೆ 6, ಬಣ್ಣ-ಬಿಳಿ <box>62 660 272 672</box>
zodiac-sign-icon: ♋ <box>11 537 33 559</box>
story-yashaswini-dateline: ಗುಂಡ್ಲುಪೇಟೆ: <box>15 1040 65 1053</box>
astrologer-photo <box>221 209 295 283</box>
divider <box>315 1413 740 1414</box>
bottom-byline: ಸುರೇಶ್ ಅಜ್ಜೀಪುರ <box>8 2002 76 2015</box>
collection-photo-1 <box>315 1481 512 1622</box>
zodiac-wheel-icon <box>12 209 64 261</box>
lead-dateline: ಕೊಳ್ಳೇಗಾಲ <box>369 279 408 291</box>
rashi-row: ♐ ಧನಸ್ಸು: ಮಾಡಿದ ಕೆಲಸದಲ್ಲಿ ಯಶಸ್ಸು. ಸಂಖ್ಯೆ 3, ಬಣ್ಣ-ಹಳದಿ <box>8 745 299 788</box>
story-yashaswini-text: ಸಹಕಾರಿಗಳ ಪಾಲಿಗೆ ಆರೋಗ್ಯ ರಕ್ಷಾ ಕವಚವಾಗಿರುವ ಸರ್ಕಾರದ ಮಹತ್ವಾಕಾಂಕ್ಷೆಯ ಯಶಸ್ವಿನಿ ಯೋಜನೆಯ ಸದಸ್ಯರಾಗಲು ಸಹಕಾರಿ ಸಂಘದ ಸದಸ್ಯರು ಕಡ್ಡಾಯವಾಗಿ ನೋಂದಣಿ ಮಾಡಿಕೊಳ್ಳಬೇಕು ಎಂದು ಸಹಕಾರಿ ಸಂಘದ ಅಧ್ಯಕ್ಷರು ತಿಳಿಸಿದ್ದಾರೆ. ಯಶಸ್ವಿನಿ ಕಾರ್ಡ್ ನೋಂದಣಿ ಮಾಡಿಕೊಂಡು ಈ ಸೌಲಭ್ಯವನ್ನು ಪಡೆದುಕೊಳ್ಳಬೇಕು. ಮಾರ್ಚ್ ಅಂತ್ಯಕ್ಕೆ ಕೊನೆಗೊಳ್ಳಲಿದೆ. ಸಂಘಗಳ ಸದಸ್ಯರು ಹಾಗೂ ಸಾರ್ವಜನಿಕರು ಇದರ ಪ್ರಯೋಜನ ಪಡೆದುಕೊಳ್ಳಬೇಕು ಎಂದು ತಿಳಿಸಿದ್ದಾರೆ. <box>15 1041 172 1210</box>
rashi-row: ♓ ಮೀನ: ಸರ್ಕಾರಿ ಕೆಲಸದಲ್ಲಿ ಅಡಚಣೆ. ಅನಗತ್ಯ ಖರ್ಚು. ಸಂಖ್ಯೆ 1, ಬಣ್ಣ-ಹಳದಿ <box>8 873 299 915</box>
masthead <box>0 0 1512 77</box>
lead-byline: ಪ್ರತಿನಿಧಿ ವರದಿ <box>315 279 366 291</box>
rashi-row: ♉ ವೃಷಭ: ವ್ಯಾಪಾರದಲ್ಲಿ ಲಾಭ. ಮನೆಯಲ್ಲಿ ಹಬ್ಬದ ವಾತಾವರಣ. ಸಂಖ್ಯೆ 2, ಬಣ್ಣ-ಬಿಳಿ <box>8 447 299 490</box>
bottom-photo-road <box>465 2276 724 2422</box>
values-headline-box <box>753 1347 1084 1392</box>
rashi-row: ♎ ತುಲಾ: ಭಾವ ವ್ಯವಹಾರದಲ್ಲಿ ವೃದ್ಧಿ. ಮನೆಯಲ್ಲಿ ಶುಭ. ಸಂಖ್ಯೆ 6, ಬಣ್ಣ-ಬಿಳಿ <box>8 660 299 702</box>
tiger-body <box>1096 1567 1504 1868</box>
rashi-text: ವ್ಯಾಪಾರದಲ್ಲಿ ಲಾಭ. ಮನೆಯಲ್ಲಿ ಹಬ್ಬದ ವಾತಾವರಣ. ಸಂಖ್ಯೆ 2, ಬಣ್ಣ-ಬಿಳಿ <box>38 447 287 473</box>
column-rule <box>304 88 305 1870</box>
case-col1-text: ಹನುಮ ಜಯಂತಿ ಆಚರಣೆ ಸಮಿತಿ ಸದಸ್ಯರ ವಿರುದ್ಧ ಪೊಲೀಸ್ ಇಲಾಖೆ ದುರುದ್ದೇಶ ಪೂರಕವಾಗಿ ಎಫ್ಐಆರ್ ದಾಖಲಿಸಿದೆ ಎಂದು ಆರೋಪಿಸಿ ಹನುಮ ಜಯಂತಿ ಆಚರಣೆ ಸಮಿತಿ ಕಾರ್ಯಕರ್ತರು ಪ್ರತಿಭಟನೆ ನಡೆಸಿದರು. ಬಿಜೆಪಿ ಜಿಲ್ಲಾಧ್ಯಕ್ಷ ಸಿ.ಎಸ್.ನಿರಂಜನ್ ಕುಮಾರ್ ನೇತೃತ್ವದಲ್ಲಿ ನಡೆದ ಪ್ರತಿಭಟನೆಯಲ್ಲಿ ಕಾರ್ಯಕರ್ತರು ಹನುಮ ಮಂದಿರದಿಂದ ಹೊರಟು ಮುಖ್ಯ ರಸ್ತೆಯಲ್ಲಿ ಮೆರವಣಿಗೆ ನಡೆಸಿದರು. ಹಿಂದೂ ಸಂಘಟನೆಗಳ ಪ್ರಮುಖರು ಭಾಗವಹಿಸಿದ್ದರು. <box>753 877 965 1020</box>
divider <box>753 1340 1504 1341</box>
tiger-text: ತಾಲೂಕಿನ ಮಲೆಮಹದೇಶ್ವರ ವನ್ಯಜೀವಿ ವಿಭಾಗದ ಪಚ್ಚೆದೊಡ್ಡಿ ಅರಣ್ಯ ಪ್ರದೇಶದಲ್ಲಿ ಹುಲಿಗೆ ವಿಷ ಹಾಕಿ ಕೊಂದ ಪ್ರಕರಣಕ್ಕೆ ಸಂಬಂಧಿಸಿದಂತೆ ಪ್ರಮುಖ ಆರೋಪಿಯನ್ನು ಅರಣ್ಯ ಇಲಾಖೆ ಅಧಿಕಾರಿಗಳು ಬುಧವಾರ ಬಂಧಿಸಿದ್ದಾರೆ. ಆರೋಪಿ ಮೇಲೆ ವನ್ಯಜೀವಿ ಸಂರಕ್ಷಣಾ ಕಾಯ್ದೆಯಡಿ ಪ್ರಕರಣ ದಾಖಲಿಸಲಾಗಿದೆ. ಆಗಸ್ಟ್ ತಿಂಗಳಲ್ಲಿ ಅರಣ್ಯ ಪ್ರದೇಶದಲ್ಲಿ ಹುಲಿಯೊಂದರ ಕಳೇಬರ ಪತ್ತೆಯಾಗಿತ್ತು. ಮರಣೋತ್ತರ ಪರೀಕ್ಷೆಯಲ್ಲಿ ವಿಷಪ್ರಾಶನದಿಂದ ಸಾವು ಸಂಭವಿಸಿದೆ ಎಂದು ದೃಢಪಟ್ಟಿತ್ತು. ಈ ಸಂಬಂಧ ತನಿಖೆ ಕೈಗೊಂಡಿದ್ದ ಅಧಿಕಾರಿಗಳು ಆರೋಪಿಯನ್ನು ಬಂಧಿಸುವಲ್ಲಿ ಯಶಸ್ವಿಯಾಗಿದ್ದಾರೆ. ಆರೋಪಿಯನ್ನು ನ್ಯಾಯಾಲಯಕ್ಕೆ ಹಾಜರುಪಡಿಸಲಾಗಿದ್ದು ನ್ಯಾಯಾಂಗ ಬಂಧನಕ್ಕೆ ಒಪ್ಪಿಸಲಾಗಿದೆ. ಕಾರ್ಯಾಚರಣೆಯಲ್ಲಿ ವಲಯ ಅರಣ್ಯಾಧಿಕಾರಿ, ಉಪ ವಲಯ ಅರಣ್ಯಾಧಿಕಾರಿಗಳು ಹಾಗೂ ಸಿಬ್ಬಂದಿ ಭಾಗವಹಿಸಿದ್ದರು. <box>1096 1569 1504 1679</box>
rashi-name: ಕುಂಭ <box>38 830 57 842</box>
case-col-2: ಮತ್ತೊಬ್ಬ ಸಂಘಟಿತರು ಇಲ್ಲ ಎಂದು ತಿಳಿಸಲಾಗಿದೆ. ಹಿಂದೂಗಳ ಹಬ್ಬಗಳ ಮೇಲೆ ಮಾತ್ರ ಇಲಾಖೆ ಕಠಿಣ ಕ್ರಮ ಕೈಗೊಳ್ಳುತ್ತಿದೆ ಎಂದು ಟೀಕಿಸಿದರು. 21 ದಿನಗಳ ಆಚರಣೆ ವೇಳೆ ಹಲವು ಕಾರ್ಯಕ್ರಮಗಳನ್ನು ಶಾಂತಿಯುತವಾಗಿ ನಡೆಸಲಾಗಿತ್ತು. ಆದರೂ ಸಮಿತಿ ಸದಸ್ಯರ ಮೇಲೆ ಪ್ರಕರಣ ದಾಖಲಿಸಿರುವುದು ಖಂಡನೀಯ. ಕೂಡಲೇ ಮೊಕದ್ದಮೆ ಹಿಂಪಡೆಯಬೇಕು. ಇಲ್ಲದಿದ್ದರೆ ಉಗ್ರ ಹೋರಾಟ ನಡೆಸಲಾಗುವುದು ಎಂದು ಎಚ್ಚರಿಸಿದರು. <box>973 1016 1233 1110</box>
story-bhovi-headline[interactable]: ಸಮೀಕ್ಷೆಯಲ್ಲಿ ಭೋವಿ ಸಮುದಾಯಕ್ಕೆ ಅನ್ಯಾಯ <box>65 1314 244 1370</box>
pada-label: ಪದ <box>27 112 44 127</box>
bhavishya-title: ದಿನಭವಿಷ್ಯ <box>69 213 202 248</box>
shankustapane-box <box>753 1666 1084 1868</box>
rashi-name: ಮೀನ <box>38 873 56 884</box>
quote-text: ಮುನಿಯಪ್ಪನದೊಡ್ಡಿ ಗ್ರಾಮದಲ್ಲಿ ಪ್ರಮುಖ ಸಮಸ್ಯೆಗಳನ್ನು ಬಗೆಹರಿಸುವಂತೆ ಮನವಿ ಸಲ್ಲಿಸಲಾಗಿದೆ. ಶೀಘ್ರವೇ ಪರಿಹಾರ ಕಲ್ಪಿಸುವುದಾಗಿ ಅಧಿಕಾರಿಗಳು ಭರವಸೆ ನೀಡಿದ್ದಾರೆ. <box>1260 1892 1496 1937</box>
lead-col2-text: ನಂತರ ಮಾತನಾಡಿದ ತಾಲೂಕು ಅಧ್ಯಕ್ಷ ಆರ್ಯಕ್ ಕನ್ನಡಿಗ ಮಾತನಾಡಿ, ಕೊಳ್ಳೇಗಾಲ ಪಟ್ಟಣ ತಾಲೂಕು ಕೇಂದ್ರವಾಗಿದ್ದು, ಇಲ್ಲಿನ ಕೆಲವು ರಸ್ತೆಗಳು ಹದಗೆಟ್ಟಿವೆ. ಪಟ್ಟಣದ ಮುಖ್ಯ ರಸ್ತೆಗಳು ಹದಗೆಟ್ಟಿದ್ದ ಕಾರಣ ಅಪಘಾತಗಳು ಸಂಭವಿಸುತ್ತಿವೆ. ಈ ಬಗ್ಗೆ ಹಲವು ಬಾರಿ ಅಧಿಕಾರಿಗಳ ಗಮನಕ್ಕೆ ತಂದರೂ ಯಾವುದೇ ಪ್ರಯೋಜನವಾಗಿಲ್ಲ. ಶಾಸಕರು, ಸಂಸದರು ಹಾಗೂ ಪ್ರಭಾವಿ ಜನಪ್ರತಿನಿಧಿಗಳು ಸಂಚರಿಸುವ ರಸ್ತೆಗಳೇ ಹದಗೆಟ್ಟಿವೆ. ಈ ರಸ್ತೆಯಲ್ಲಿ ಗುಂಡಿಗಳು ಬಿದ್ದಿರುವುದನ್ನು ಸಂಬಂಧಪಟ್ಟ ಅಧಿಕಾರಿಗಳು ನೋಡಿಯೂ ಕಂಡೂ ಕಾಣದಂತಿದ್ದಾರೆ. ಕೂಡಲೇ ರಸ್ತೆಯ ಗುಂಡಿಗಳನ್ನು ಮುಚ್ಚಿಸಬೇಕು ಎಂದು ಆಗ್ರಹಿಸಿದರು. <box>315 411 636 521</box>
astrologer-detail: ಅರ್ಚಕರು, ಚಿಟುವಾಜಯನಗರ ಸ್ವಾಮಿ ದೇಗುಲ ಹನೂರು. ಮೊ. 9036338480 <box>13 280 189 302</box>
zodiac-sign-icon: ♍ <box>11 622 33 644</box>
